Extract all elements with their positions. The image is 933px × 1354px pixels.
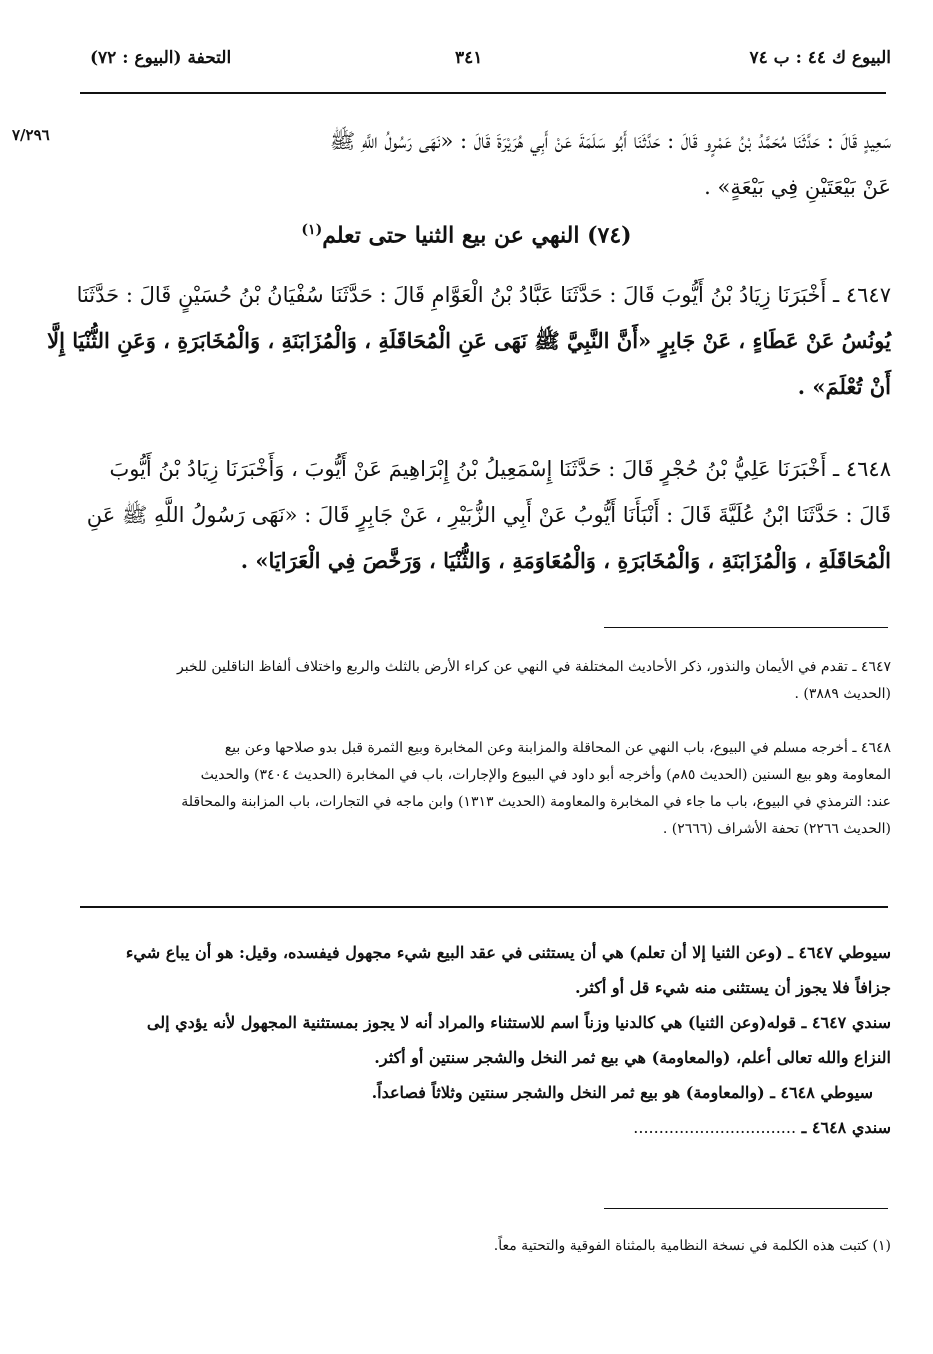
header-tuhfa-ref: التحفة (البيوع : ٧٢): [90, 48, 232, 68]
chapter-heading: [0, 222, 933, 248]
commentary-block: [31, 935, 891, 1145]
header-chapter-ref: البيوع ك ٤٤ : ب ٧٤: [749, 48, 891, 68]
hadith-4648-line-2: قَالَ : حَدَّثَنَا ابْنُ عُلَيَّةَ قَالَ : أَنْبَأَنَا أَيُّوبُ عَنْ أَبِي الزُّبَيْرِ ، عَنْ جَابِرٍ قَالَ : «نَهَى رَسُولُ اللَّهِ ﷺ عَنِ: [86, 503, 891, 527]
takhrij-4647-line-1: ٤٦٤٧ ـ تقدم في الأيمان والنذور، ذكر الأحاديث المختلفة في النهي عن كراء الأرض بالثلث والربع واختلاف ألفاظ الناقلين للخبر: [177, 659, 891, 675]
hadith-4647-line-2: يُونُسُ عَنْ عَطَاءٍ ، عَنْ جَابِرٍ «أَنَّ النَّبِيَّ ﷺ نَهَى عَنِ الْمُحَاقَلَةِ ، وَالْمُزَابَنَةِ ، وَالْمُخَابَرَةِ ، وَعَنِ الثُّنْيَا إِلَّا: [47, 328, 891, 353]
header-rule: [80, 92, 886, 94]
takhrij-4647-line-2: (الحديث ٣٨٨٩) .: [794, 686, 891, 702]
takhrij-4648-line-1: ٤٦٤٨ ـ أخرجه مسلم في البيوع، باب النهي عن المحاقلة والمزابنة وعن المخابرة وبيع الثمرة قبل بدو صلاحها وعن بيع: [224, 740, 891, 756]
footnote-separator: [604, 1208, 888, 1209]
commentary-sindi-4648: [31, 1110, 891, 1145]
chapter-footnote-marker: (١): [301, 222, 323, 238]
hadith-4648: [31, 446, 891, 584]
commentary-sindi-4647-line-1: سندي ٤٦٤٧ ـ قوله(وعن الثنيا) هي كالدنيا وزناً اسم للاستثناء والمراد أنه لا يجوز بمستثنية المجهول لأنه يؤدي إلى: [146, 1013, 891, 1032]
commentary-sindi-4648-label: سندي ٤٦٤٨ ـ: [801, 1118, 891, 1137]
hadith-4647: [31, 272, 891, 410]
commentary-suyuti-4648-line-1: سيوطي ٤٦٤٨ ـ (والمعاومة) هو بيع ثمر النخل والشجر سنتين وثلاثاً فصاعداً.: [371, 1083, 873, 1102]
chapter-title: (٧٤) النهي عن بيع الثنيا حتى تعلم: [322, 222, 632, 249]
intro-line-2: عَنْ بَيْعَتَيْنِ فِي بَيْعَةٍ» .: [704, 175, 891, 199]
hadith-4648-line-1: ٤٦٤٨ ـ أَخْبَرَنَا عَلِيُّ بْنُ حُجْرٍ قَالَ : حَدَّثَنَا إِسْمَعِيلُ بْنُ إِبْرَاهِيمَ عَنْ أَيُّوبَ ، وَأَخْبَرَنَا زِيَادُ بْنُ أَيُّوبَ: [109, 457, 891, 481]
page-number: ٣٤١: [455, 48, 483, 68]
takhrij-4648-line-4: (الحديث ٢٢٦٦) تحفة الأشراف (٢٦٦٦) .: [662, 821, 891, 837]
hadith-4647-line-1: ٤٦٤٧ ـ أَخْبَرَنَا زِيَادُ بْنُ أَيُّوبَ قَالَ : حَدَّثَنَا عَبَّادُ بْنُ الْعَوَّامِ قَالَ : حَدَّثَنَا سُفْيَانُ بْنُ حُسَيْنٍ قَالَ : حَدَّثَنَا: [76, 283, 891, 307]
commentary-suyuti-4647-line-1: سيوطي ٤٦٤٧ ـ (وعن الثنيا إلا أن تعلم) هي أن يستثنى في عقد البيع شيء مجهول فيفسده، وقيل: هو أن يباع شيء: [125, 943, 891, 962]
intro-line-1: سَعِيدٍ قَالَ : حَدَّثَنَا مُحَمَّدُ بْنُ عَمْرٍو قَالَ : حَدَّثَنَا أَبُو سَلَمَةَ عَنْ أَبِي هُرَيْرَةَ قَالَ : «نَهَى رَسُولُ اللَّهِ ﷺ: [329, 129, 891, 153]
takhrij-separator: [604, 627, 888, 628]
commentary-rule: [80, 906, 888, 908]
margin-reference: ٧/٢٩٦: [12, 126, 50, 144]
takhrij-4648-line-3: عند: الترمذي في البيوع، باب ما جاء في المخابرة والمعاومة (الحديث ١٣١٣) وابن ماجه في التجارات، باب المزابنة والمحاقلة: [181, 794, 891, 810]
takhrij-4648-line-2: المعاومة وهو بيع السنين (الحديث ٨٥م) وأخرجه أبو داود في البيوع والإجارات، باب في المخابرة (الحديث ٣٤٠٤) والحديث: [200, 767, 891, 783]
commentary-sindi-4648-dots: ................................: [633, 1118, 797, 1137]
hadith-4648-line-3: الْمُحَاقَلَةِ ، وَالْمُزَابَنَةِ ، وَالْمُخَابَرَةِ ، وَالْمُعَاوَمَةِ ، وَالثُّنْيَا ، وَرَخَّصَ فِي الْعَرَايَا» .: [240, 548, 891, 573]
takhrij-4648: [31, 735, 891, 843]
commentary-suyuti-4647-line-2: جزافاً فلا يجوز أن يستثنى منه شيء قل أو أكثر.: [575, 978, 891, 997]
takhrij-4647: [31, 654, 891, 708]
intro-text: [71, 118, 891, 210]
page-footnote: (١) كتبت هذه الكلمة في نسخة النظامية بالمثناة الفوقية والتحتية معاً.: [493, 1238, 891, 1254]
hadith-4647-line-3: أَنْ تُعْلَمَ» .: [797, 374, 891, 399]
commentary-sindi-4647-line-2: النزاع والله تعالى أعلم، (والمعاومة) هي بيع ثمر النخل والشجر سنتين أو أكثر.: [374, 1048, 891, 1067]
